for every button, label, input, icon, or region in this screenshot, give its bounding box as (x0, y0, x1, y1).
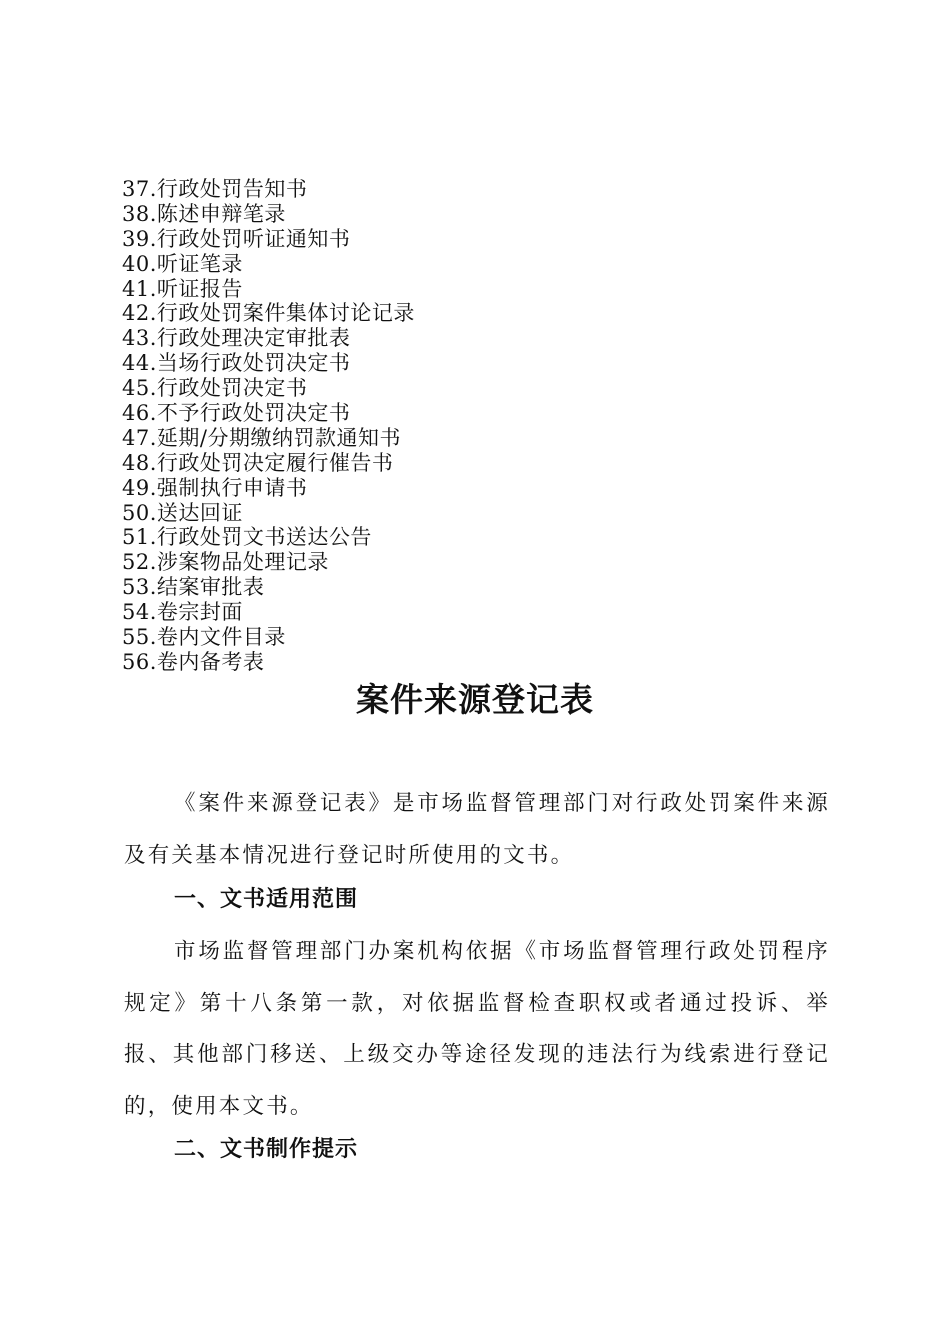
list-item: 50.送达回证 (122, 500, 243, 525)
list-item: 40.听证笔录 (122, 251, 243, 276)
list-item: 44.当场行政处罚决定书 (122, 351, 351, 376)
list-item: 43.行政处理决定审批表 (122, 326, 351, 351)
list-item: 55.卷内文件目录 (122, 625, 286, 650)
intro-paragraph: 《案件来源登记表》是市场监督管理部门对行政处罚案件来源及有关基本情况进行登记时所使用的文书。 (124, 791, 830, 868)
list-item: 47.延期/分期缴纳罚款通知书 (122, 425, 401, 450)
list-item: 51.行政处罚文书送达公告 (122, 525, 372, 550)
list-item: 53.结案审批表 (122, 575, 265, 600)
list-item: 42.行政处罚案件集体讨论记录 (122, 301, 415, 326)
list-item: 41.听证报告 (122, 276, 243, 301)
list-item: 45.行政处罚决定书 (122, 376, 308, 401)
list-item: 49.强制执行申请书 (122, 475, 308, 500)
list-item: 37.行政处罚告知书 (122, 177, 308, 201)
list-item: 46.不予行政处罚决定书 (122, 401, 351, 426)
scope-paragraph: 市场监督管理部门办案机构依据《市场监督管理行政处罚程序规定》第十八条第一款，对依据监督检查职权或者通过投诉、举报、其他部门移送、上级交办等途径发现的违法行为线索进行登记的，使用本文书。 (124, 939, 830, 1119)
document-list (122, 177, 415, 675)
list-item: 52.涉案物品处理记录 (122, 550, 329, 575)
list-item: 48.行政处罚决定履行催告书 (122, 450, 394, 475)
list-item: 56.卷内备考表 (122, 649, 265, 674)
list-item: 54.卷宗封面 (122, 600, 243, 625)
tips-heading: 二、文书制作提示 (174, 1137, 359, 1162)
scope-heading: 一、文书适用范围 (174, 887, 359, 912)
list-item: 39.行政处罚听证通知书 (122, 226, 351, 251)
list-item: 38.陈述申辩笔录 (122, 201, 286, 226)
section-title: 案件来源登记表 (356, 680, 594, 719)
